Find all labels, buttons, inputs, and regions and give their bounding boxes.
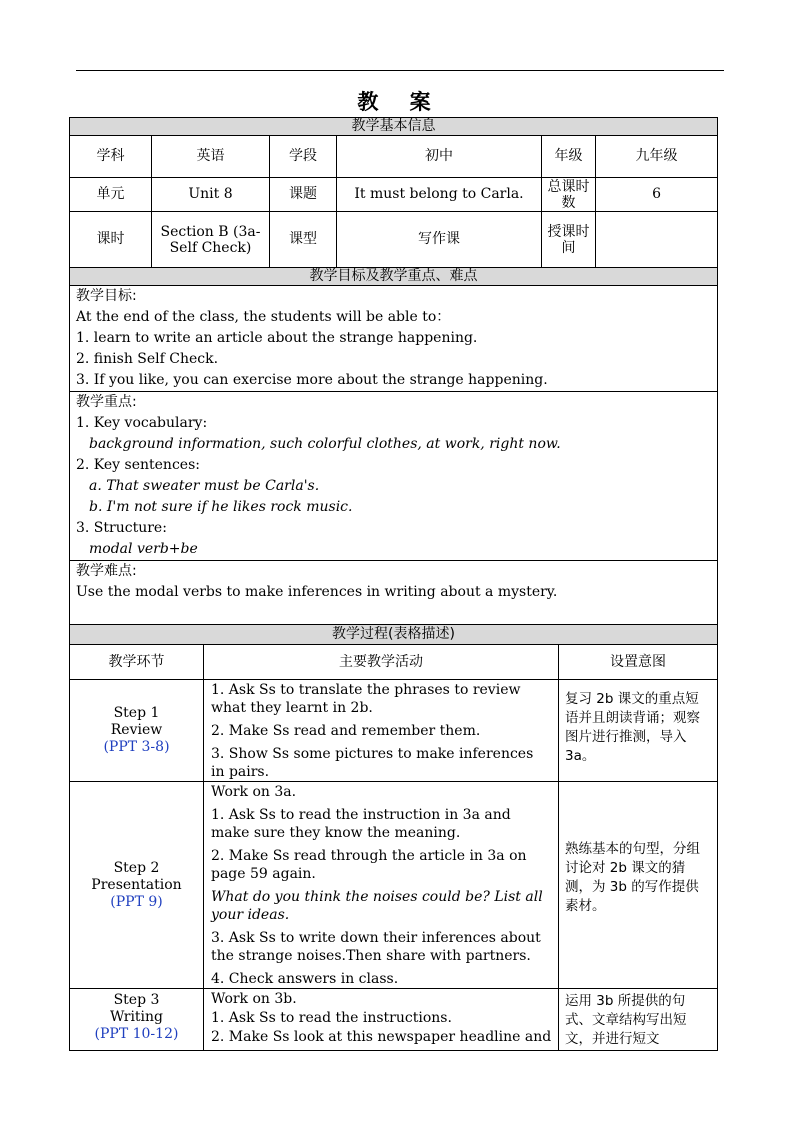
subject-label: 学科 xyxy=(70,136,152,178)
step2-purpose xyxy=(559,782,718,989)
goal-item: 3. If you like, you can exercise more about the strange happening. xyxy=(76,372,548,388)
unit-value: Unit 8 xyxy=(152,178,270,212)
step-ppt: (PPT 10-12) xyxy=(94,1026,179,1042)
level-value: 初中 xyxy=(337,136,542,178)
objectives-header: 教学目标及教学重点、难点 xyxy=(70,268,718,286)
purpose-text: 复习 2b 课文的重点短语并且朗读背诵；观察图片进行推测，导入 3a。 xyxy=(565,691,700,764)
step1-cell xyxy=(70,680,204,782)
step-name: Step 3 xyxy=(113,992,160,1008)
key-sentence-b: b. I'm not sure if he likes rock music. xyxy=(89,499,353,515)
activity-intro: Work on 3b. xyxy=(211,991,297,1007)
goal-item: 2. finish Self Check. xyxy=(76,351,219,367)
teaching-goals-cell xyxy=(70,286,718,392)
grade-label: 年级 xyxy=(542,136,596,178)
step1-activities xyxy=(204,680,559,782)
step-ppt: (PPT 9) xyxy=(110,893,163,910)
basic-info-header: 教学基本信息 xyxy=(70,118,718,136)
step3-activities xyxy=(204,989,559,1051)
step-stage: Presentation xyxy=(91,876,182,893)
step-stage: Writing xyxy=(109,1009,163,1025)
key-vocab: background information, such colorful clothes, at work, right now. xyxy=(89,436,561,452)
step3-cell xyxy=(70,989,204,1051)
step-ppt: (PPT 3-8) xyxy=(103,739,170,755)
purpose-text: 运用 3b 所提供的句式、文章结构写出短文，并进行短文 xyxy=(565,993,687,1047)
goals-label: 教学目标: xyxy=(76,288,137,304)
difficulty-cell xyxy=(70,561,718,627)
activity-question: What do you think the noises could be? List all your ideas. xyxy=(211,889,543,923)
key-points-cell xyxy=(70,392,718,561)
period-label: 课时 xyxy=(70,212,152,268)
activity-item: 2. Make Ss look at this newspaper headline and xyxy=(211,1029,552,1045)
difficulty-text: Use the modal verbs to make inferences in writing about a mystery. xyxy=(76,584,558,600)
basic-info-table xyxy=(69,117,718,627)
col-header-activities: 主要教学活动 xyxy=(204,645,559,680)
step2-activities xyxy=(204,782,559,989)
difficulty-label: 教学难点: xyxy=(76,563,137,579)
col-header-purpose: 设置意图 xyxy=(559,645,718,680)
total-hours-label: 总课时数 xyxy=(547,178,590,211)
teaching-time-value xyxy=(596,212,718,268)
total-hours-value: 6 xyxy=(596,178,718,212)
activity-item: 1. Ask Ss to translate the phrases to review what they learnt in 2b. xyxy=(211,682,521,716)
activity-item: 3. Ask Ss to write down their inferences about the strange noises.Then share with partners. xyxy=(211,930,541,964)
process-table xyxy=(69,624,718,1051)
activity-item: 4. Check answers in class. xyxy=(211,971,399,987)
step3-purpose xyxy=(559,989,718,1051)
structure-label: 3. Structure: xyxy=(76,520,167,536)
unit-label: 单元 xyxy=(70,178,152,212)
key-sentence-a: a. That sweater must be Carla's. xyxy=(89,478,320,494)
purpose-text: 熟练基本的句型，分组讨论对 2b 课文的猜测，为 3b 的写作提供素材。 xyxy=(565,841,700,914)
activity-item: 2. Make Ss read through the article in 3a on page 59 again. xyxy=(211,848,527,882)
grade-value: 九年级 xyxy=(596,136,718,178)
lesson-type-label: 课型 xyxy=(270,212,337,268)
key-sentences-label: 2. Key sentences: xyxy=(76,457,200,473)
goal-item: 1. learn to write an article about the strange happening. xyxy=(76,330,478,346)
activity-item: 3. Show Ss some pictures to make inferences in pairs. xyxy=(211,746,534,780)
topic-value: It must belong to Carla. xyxy=(337,178,542,212)
teaching-time-label: 授课时间 xyxy=(547,223,590,256)
structure-value: modal verb+be xyxy=(89,541,198,557)
activity-intro: Work on 3a. xyxy=(211,784,297,800)
activity-item: 1. Ask Ss to read the instructions. xyxy=(211,1010,452,1026)
activity-item: 2. Make Ss read and remember them. xyxy=(211,723,481,739)
goals-intro: At the end of the class, the students will be able to： xyxy=(76,309,451,325)
step2-cell xyxy=(70,782,204,989)
step-stage: Review xyxy=(110,722,163,738)
step-name: Step 1 xyxy=(113,705,160,721)
step1-purpose xyxy=(559,680,718,782)
step-name: Step 2 xyxy=(113,859,160,876)
page-title: 教 案 xyxy=(357,90,443,114)
subject-value: 英语 xyxy=(152,136,270,178)
col-header-stage: 教学环节 xyxy=(70,645,204,680)
process-header: 教学过程(表格描述) xyxy=(70,625,718,645)
level-label: 学段 xyxy=(270,136,337,178)
lesson-type-value: 写作课 xyxy=(337,212,542,268)
period-value: Section B (3a-Self Check) xyxy=(160,223,261,256)
key-vocab-label: 1. Key vocabulary: xyxy=(76,415,208,431)
top-rule xyxy=(76,70,724,71)
key-points-label: 教学重点: xyxy=(76,394,137,410)
activity-item: 1. Ask Ss to read the instruction in 3a and make sure they know the meaning. xyxy=(211,807,511,841)
topic-label: 课题 xyxy=(270,178,337,212)
